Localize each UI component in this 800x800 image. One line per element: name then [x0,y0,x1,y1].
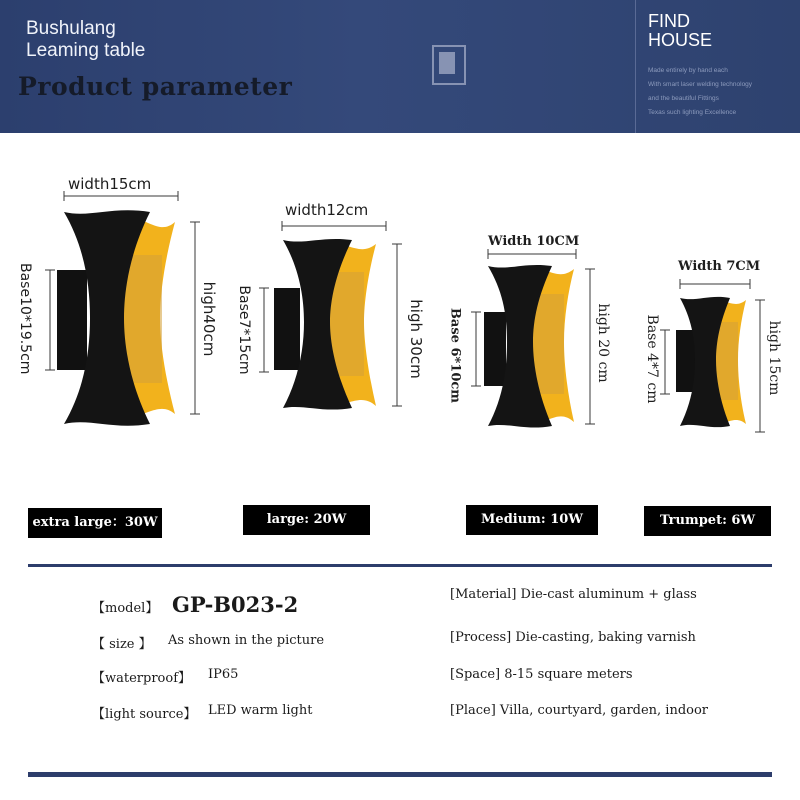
find-line-1: FIND [648,11,690,31]
lamp-2-high-label: high 30cm [407,299,425,379]
waterproof-label: 【waterproof】 [92,671,192,686]
lamp-trumpet-image [676,297,746,427]
lamp-2-width-label: width12cm [285,201,369,219]
power-label-trumpet: Trumpet: 6W [644,506,771,536]
waterproof-value: IP65 [208,667,239,682]
process-spec: [Process] Die-casting, baking varnish [450,630,696,645]
power-label-medium: Medium: 10W [466,505,598,535]
section-divider-top [28,564,772,567]
model-label: 【model】 [92,601,159,616]
place-spec: [Place] Villa, courtyard, garden, indoor [450,703,709,718]
size-value: As shown in the picture [168,633,325,648]
lamp-4-base-label: Base 4*7 cm [644,314,660,404]
page-title: Product parameter [18,72,293,101]
lamp-3-width-label: Width 10CM [488,234,580,249]
light-source-value: LED warm light [208,703,313,718]
brand-line-1: Bushulang [26,18,116,39]
space-spec: [Space] 8-15 square meters [450,667,633,682]
model-value: GP-B023-2 [172,592,299,617]
lamp-1-width-label: width15cm [68,175,152,193]
lamp-3-high-label: high 20 cm [595,303,611,383]
small-line: Texas such lighting Excellence [648,109,737,116]
power-label-extra-large: extra large：30W [28,508,162,538]
material-spec: [Material] Die-cast aluminum + glass [450,587,697,602]
lamp-large-image [274,239,376,410]
power-label-large: large: 20W [243,505,370,535]
lamp-2-base-label: Base7*15cm [236,285,252,375]
size-label: 【 size 】 [92,637,152,652]
lamp-1-base-label: Base10*19.5cm [17,263,33,375]
lamp-1-high-label: high40cm [200,281,218,357]
find-line-2: HOUSE [648,30,713,50]
lamp-4-width-label: Width 7CM [678,259,761,274]
small-line: Made entirely by hand each [648,67,728,74]
lamp-3-base-label: Base 6*10cm [447,307,463,404]
small-line: With smart laser welding technology [648,81,753,88]
brand-line-2: Leaming table [26,40,146,61]
light-source-label: 【light source】 [92,707,197,722]
lamp-medium-image [484,265,574,428]
lamp-extra-large-image [57,210,175,425]
small-line: and the beautiful Fittings [648,95,719,102]
section-divider-bottom [28,772,772,777]
lamp-4-high-label: high 15cm [766,320,782,396]
